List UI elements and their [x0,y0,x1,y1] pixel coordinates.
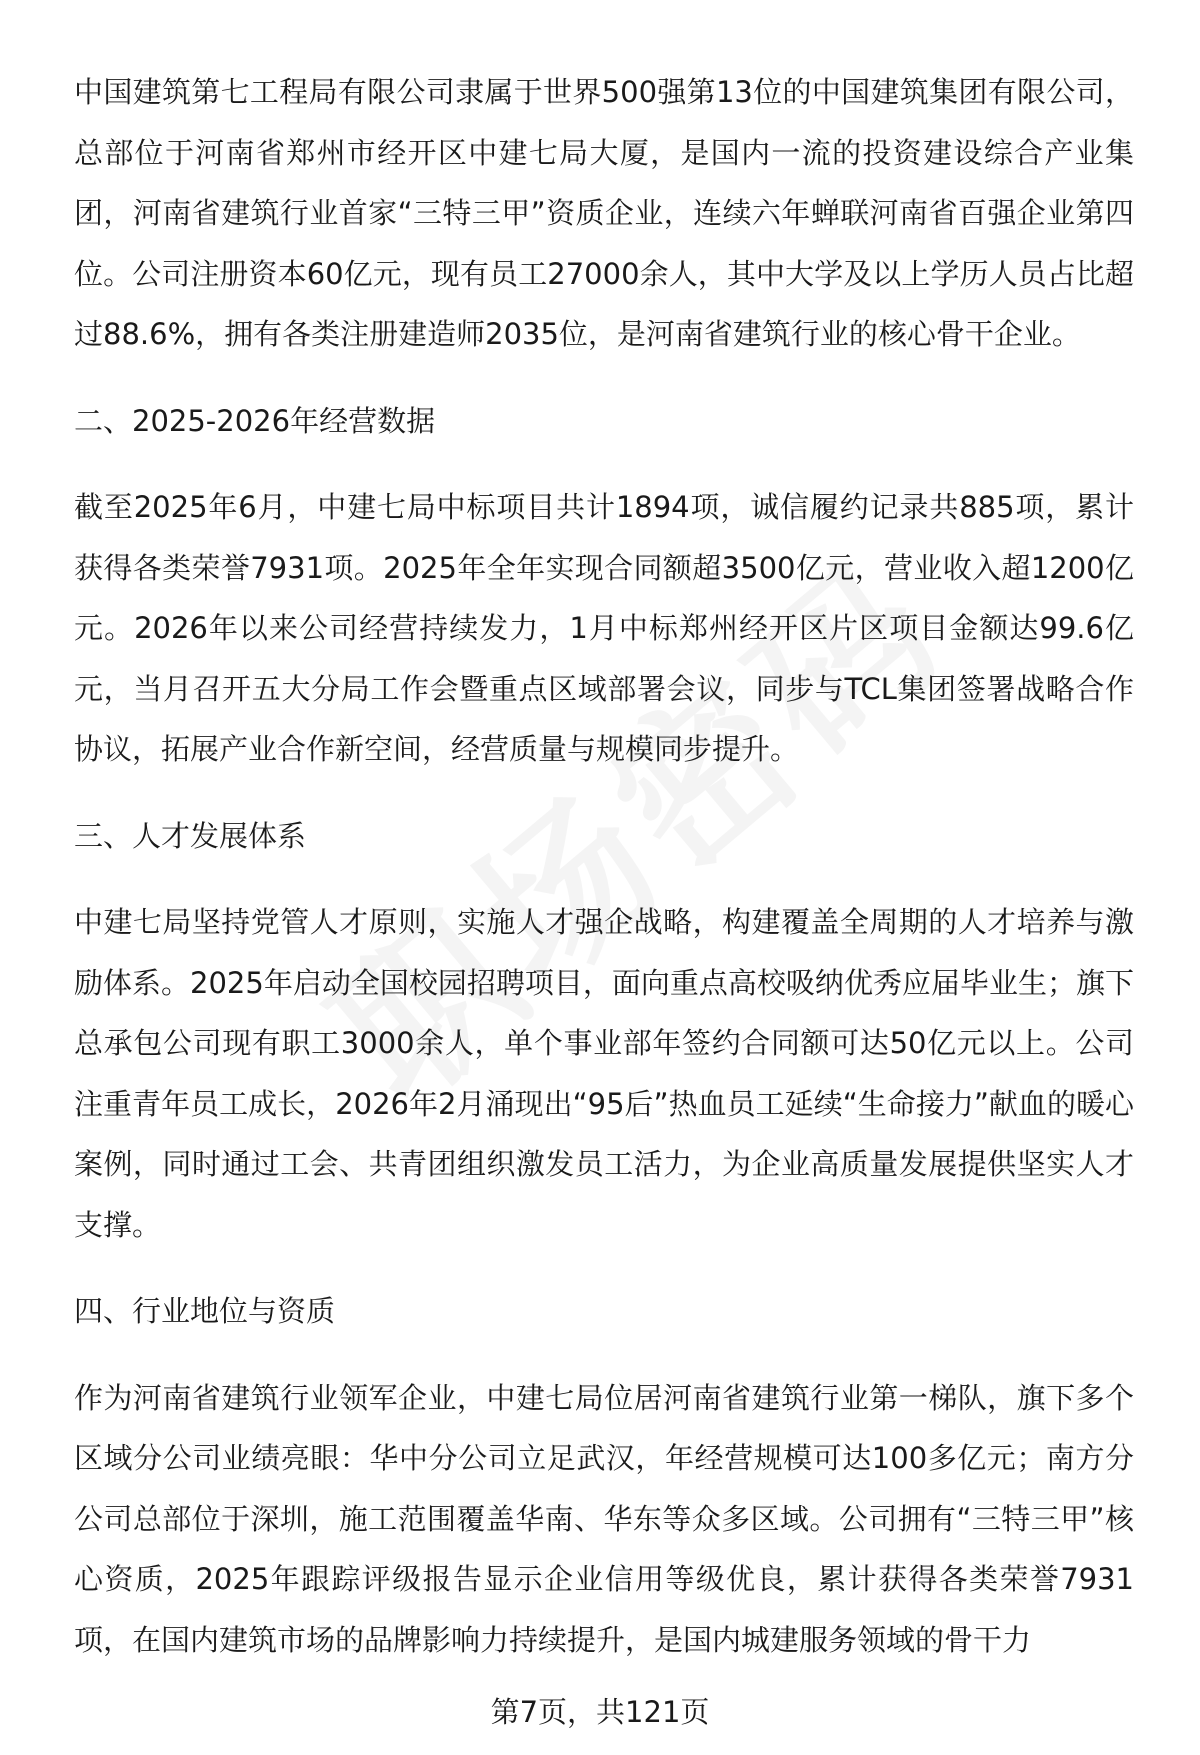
intro-paragraph: 中国建筑第七工程局有限公司隶属于世界500强第13位的中国建筑集团有限公司，总部位于河南省郑州市经开区中建七局大厦，是国内一流的投资建设综合产业集团，河南省建筑行业首家“三特三甲”资质企业，连续六年蝉联河南省百强企业第四位。公司注册资本60亿元，现有员工27000余人，其中大学及以上学历人员占比超过88.6%，拥有各类注册建造师2035位，是河南省建筑行业的核心骨干企业。 [74,75,1134,351]
talent-paragraph: 中建七局坚持党管人才原则，实施人才强企战略，构建覆盖全周期的人才培养与激励体系。2025年启动全国校园招聘项目，面向重点高校吸纳优秀应届毕业生；旗下总承包公司现有职工3000余人，单个事业部年签约合同额可达50亿元以上。公司注重青年员工成长，2026年2月涌现出“95后”热血员工延续“生命接力”献血的暖心案例，同时通过工会、共青团组织激发员工活力，为企业高质量发展提供坚实人才支撑。 [74,905,1134,1242]
section-heading-operations: 二、2025-2026年经营数据 [74,403,436,438]
section-heading-industry: 四、行业地位与资质 [74,1294,336,1328]
operations-paragraph: 截至2025年6月，中建七局中标项目共计1894项，诚信履约记录共885项，累计获得各类荣誉7931项。2025年全年实现合同额超3500亿元，营业收入超1200亿元。2026年以来公司经营持续发力，1月中标郑州经开区片区项目金额达99.6亿元，当月召开五大分局工作会暨重点区域部署会议，同步与TCL集团签署战略合作协议，拓展产业合作新空间，经营质量与规模同步提升。 [74,490,1134,766]
industry-paragraph: 作为河南省建筑行业领军企业，中建七局位居河南省建筑行业第一梯队，旗下多个区域分公司业绩亮眼：华中分公司立足武汉，年经营规模可达100多亿元；南方分公司总部位于深圳，施工范围覆盖华南、华东等众多区域。公司拥有“三特三甲”核心资质，2025年跟踪评级报告显示企业信用等级优良，累计获得各类荣誉7931项，在国内建筑市场的品牌影响力持续提升，是国内城建服务领域的骨干力 [74,1380,1134,1657]
page-number: 第7页，共121页 [490,1695,710,1729]
document-body [74,62,1134,1670]
section-heading-talent: 三、人才发展体系 [74,818,307,853]
